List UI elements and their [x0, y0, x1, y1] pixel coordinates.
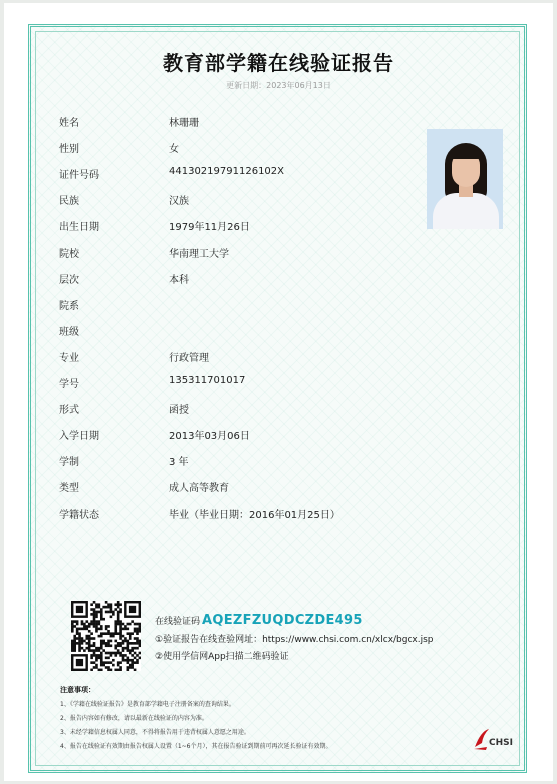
field-value: 函授: [169, 405, 189, 416]
field-value: 行政管理: [169, 353, 209, 364]
field-label: 性别: [59, 144, 79, 155]
info-row: [0, 349, 557, 369]
info-row: [0, 506, 557, 526]
field-label: 入学日期: [59, 431, 99, 442]
student-photo: [427, 129, 503, 229]
field-label: 院系: [59, 301, 79, 312]
verification-url-line: ①验证报告在线查验网址：https://www.chsi.com.cn/xlcx/bgcx.jsp: [155, 635, 434, 645]
chsi-logo-text: CHSI: [489, 738, 513, 748]
info-row: [0, 427, 557, 447]
field-label: 形式: [59, 405, 79, 416]
field-value: 3 年: [169, 457, 189, 468]
note-item: 2、报告内容如有修改，请以最新在线验证的内容为准。: [60, 715, 208, 722]
note-item: 1、《学籍在线验证报告》是教育部学籍电子注册备案的查询结果。: [60, 701, 235, 708]
verification-code-line: [155, 613, 363, 628]
field-value: 林珊珊: [169, 118, 199, 129]
verification-app-line: ②使用学信网App扫描二维码验证: [155, 652, 289, 662]
field-value: 毕业（毕业日期：2016年01月25日）: [169, 510, 340, 521]
info-row: [0, 375, 557, 395]
field-label: 学籍状态: [59, 510, 99, 521]
field-value: 本科: [169, 275, 189, 286]
field-value: 汉族: [169, 196, 189, 207]
verification-code: AQEZFZUQDCZDE495: [202, 613, 363, 628]
report-title: 教育部学籍在线验证报告: [163, 51, 394, 75]
field-label: 姓名: [59, 118, 79, 129]
field-label: 类型: [59, 483, 79, 494]
field-label: 出生日期: [59, 222, 99, 233]
info-row: [0, 297, 557, 317]
info-row: [0, 271, 557, 291]
qr-code[interactable]: [71, 601, 141, 671]
field-value: 1979年11月26日: [169, 222, 250, 233]
note-item: 3、未经学籍信息权属人同意，不得将报告用于违背权属人意愿之用途。: [60, 729, 250, 736]
info-row: [0, 323, 557, 343]
field-label: 层次: [59, 275, 79, 286]
field-value: 成人高等教育: [169, 483, 229, 494]
info-row: [0, 401, 557, 421]
field-value: 44130219791126102X: [169, 166, 285, 177]
notes-title: 注意事项：: [60, 686, 95, 694]
field-label: 学制: [59, 457, 79, 468]
field-label: 学号: [59, 379, 79, 390]
field-value: 2013年03月06日: [169, 431, 250, 442]
info-row: [0, 479, 557, 499]
field-label: 证件号码: [59, 170, 99, 181]
field-value: 华南理工大学: [169, 249, 229, 260]
field-label: 院校: [59, 249, 79, 260]
field-label: 民族: [59, 196, 79, 207]
note-item: 4、报告在线验证有效期由报告权属人设置（1~6个月），其在报告验证到期前可再次延长验证有效期。: [60, 743, 332, 750]
field-value: 135311701017: [169, 375, 246, 386]
field-label: 专业: [59, 353, 79, 364]
verification-code-label: 在线验证码: [155, 617, 201, 627]
info-row: [0, 453, 557, 473]
update-date: 更新日期：2023年06月13日: [226, 81, 331, 90]
field-label: 班级: [59, 327, 79, 338]
field-value: 女: [169, 144, 179, 155]
info-row: [0, 245, 557, 265]
